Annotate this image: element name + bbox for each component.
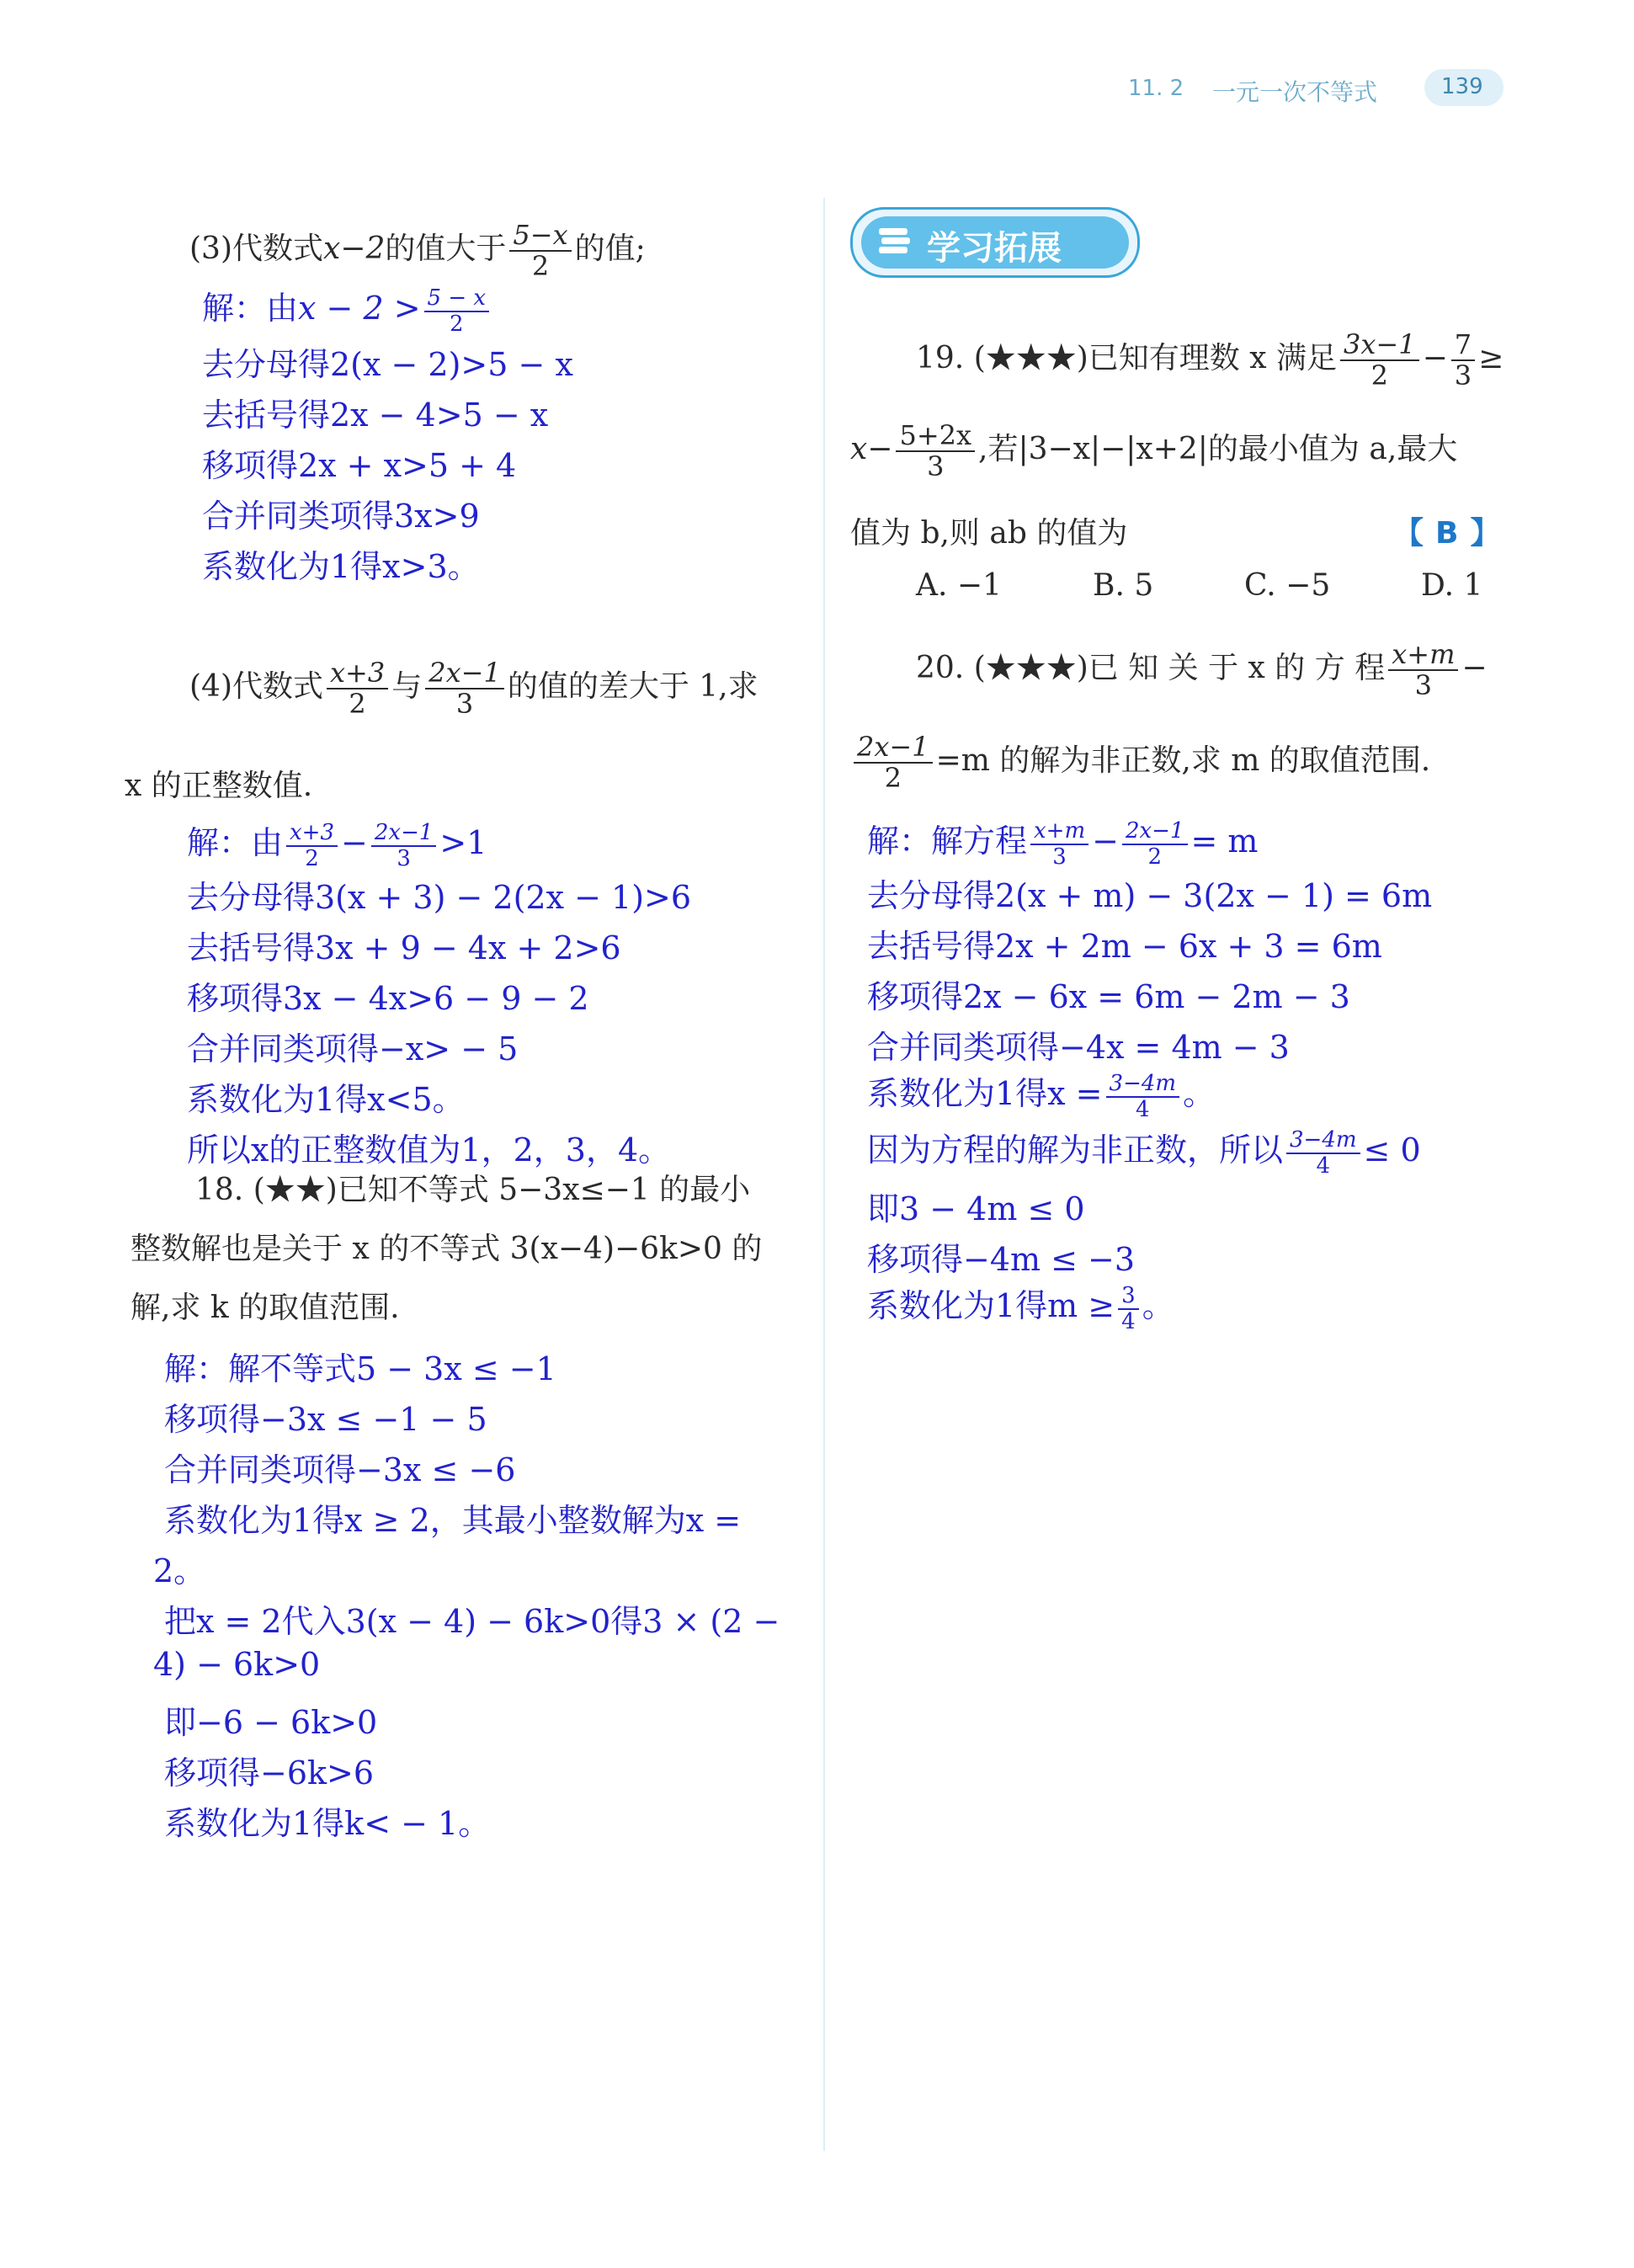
question-18-line-2: 整数解也是关于 x 的不等式 3(x−4)−6k>0 的 [130,1232,763,1266]
q18-solution-line-4: 系数化为1得x ≥ 2，其最小整数解为x = [164,1502,742,1539]
question-18-line-1: 18. (★★)已知不等式 5−3x≤−1 的最小 [195,1173,751,1207]
q18-solution-line-8: 即−6 − 6k>0 [164,1704,378,1741]
question-20-line-2: $\frac{2x-1}{2}$ =m 的解为非正数,求 m 的取值范围. [850,732,1430,793]
q3-solution-line-1: 解：由x − 2 > $\frac{5 - x}{2}$ [202,282,492,336]
q20-solution-line-8: 即3 − 4m ≤ 0 [867,1190,1085,1227]
q18-solution-line-10: 系数化为1得k< − 1。 [164,1805,491,1842]
option-b: B. 5 [1093,568,1154,603]
q20-solution-line-2: 去分母得2(x + m) − 3(2x − 1) = 6m [867,877,1433,914]
chapter-title: 一元一次不等式 [1212,78,1378,106]
q4-solution-line-7: 所以x的正整数值为1，2，3，4。 [187,1131,671,1169]
q18-solution-line-9: 移项得−6k>6 [164,1754,375,1792]
question-19-line-2: x− $\frac{5+2x}{3}$ ,若|3−x|−|x+2|的最小值为 a,最大 [850,419,1458,483]
question-4-line-2: x 的正整数值. [125,769,313,803]
question-18-line-3: 解,求 k 的取值范围. [130,1291,400,1325]
page-number: 139 [1441,74,1483,99]
question-20-line-1: 20. (★★★)已 知 关 于 x 的 方 程 $\frac{x+m}{3}$ − [916,638,1488,702]
q20-solution-line-10: 系数化为1得m ≥ $\frac{3}{4}$ 。 [867,1282,1174,1334]
answer-value: B [1435,516,1459,551]
q3-solution-line-4: 移项得2x + x>5 + 4 [202,447,517,484]
q4-solution-line-4: 移项得3x − 4x>6 − 9 − 2 [187,980,589,1017]
q4-solution-line-3: 去括号得3x + 9 − 4x + 2>6 [187,929,621,966]
q3-solution-line-3: 去括号得2x − 4>5 − x [202,397,549,434]
q18-solution-line-1: 解：解不等式5 − 3x ≤ −1 [164,1350,556,1387]
q3-solution-line-2: 去分母得2(x − 2)>5 − x [202,346,573,383]
option-d: D. 1 [1421,568,1483,603]
books-icon [876,225,915,260]
q18-solution-line-7: 4) − 6k>0 [153,1646,321,1683]
question-4: (4)代数式 $\frac{x+3}{2}$ 与 $\frac{2x-1}{3}$ 的值的差大于 1,求 [189,657,758,721]
q3-solution-line-6: 系数化为1得x>3。 [202,548,480,585]
q20-solution-line-1: 解：解方程 $\frac{x+m}{3}$ − $\frac{2x-1}{2}$ = m [867,817,1259,870]
q18-solution-line-6: 把x = 2代入3(x − 4) − 6k>0得3 × (2 − [164,1603,780,1640]
section-badge [850,207,1140,278]
q4-solution-line-5: 合并同类项得−x> − 5 [187,1030,519,1067]
question-19-line-1: 19. (★★★)已知有理数 x 满足 $\frac{3x-1}{2}$ − $\frac{7}{3}$ ≥ [916,328,1504,392]
q20-solution-line-9: 移项得−4m ≤ −3 [867,1241,1136,1278]
option-c: C. −5 [1244,568,1331,603]
question-19-line-3: 值为 b,则 ab 的值为 [850,516,1128,551]
q3-solution-line-5: 合并同类项得3x>9 [202,498,480,535]
q4-solution-line-2: 去分母得3(x + 3) − 2(2x − 1)>6 [187,879,692,916]
q20-solution-line-5: 合并同类项得−4x = 4m − 3 [867,1029,1290,1066]
answer-box: 【 B 】 [1393,516,1501,551]
question-3: (3)代数式x−2的值大于 $\frac{5-x}{2}$ 的值; [189,219,646,283]
q20-solution-line-7: 因为方程的解为非正数，所以 $\frac{3-4m}{4}$ ≤ 0 [867,1126,1421,1179]
section-number: 11. 2 [1128,76,1184,101]
q4-solution-line-6: 系数化为1得x<5。 [187,1081,465,1118]
option-a: A. −1 [916,568,1002,603]
q18-solution-line-5: 2。 [153,1552,206,1589]
q4-solution-line-1: 解：由 $\frac{x+3}{2}$ − $\frac{2x-1}{3}$ >1 [187,819,487,871]
q20-solution-line-6: 系数化为1得x = $\frac{3-4m}{4}$ 。 [867,1070,1216,1122]
q20-solution-line-4: 移项得2x − 6x = 6m − 2m − 3 [867,978,1350,1015]
q18-solution-line-2: 移项得−3x ≤ −1 − 5 [164,1401,487,1438]
column-divider [823,198,825,2151]
q18-solution-line-3: 合并同类项得−3x ≤ −6 [164,1451,516,1488]
q20-solution-line-3: 去括号得2x + 2m − 6x + 3 = 6m [867,928,1382,965]
section-badge-label: 学习拓展 [927,229,1062,268]
